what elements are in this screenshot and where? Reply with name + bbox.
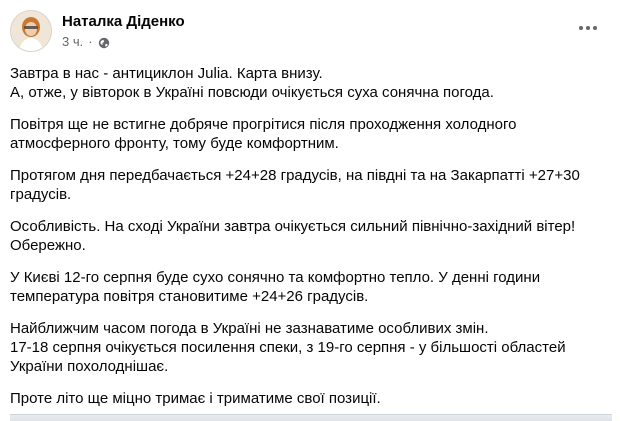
post-paragraph: Проте літо ще міцно тримає і триматиме свої позиції.: [10, 390, 381, 407]
post-subline: [62, 33, 185, 50]
post-paragraph: У Києві 12-го серпня буде сухо сонячно та комфортно тепло. У денні години температура повітря становитиме +24+26 градусів.: [10, 269, 541, 305]
globe-icon: [98, 36, 110, 48]
post-paragraph: Завтра в нас - антициклон Julia. Карта внизу. А, отже, у вівторок в Україні повсюди очікується суха сонячна погода.: [10, 65, 494, 101]
avatar[interactable]: [10, 10, 52, 52]
post-paragraph: Протягом дня передбачається +24+28 градусів, на півдні та на Закарпатті +27+30 градусів.: [10, 167, 580, 203]
post-meta: [62, 12, 185, 50]
post-paragraph: Найближчим часом погода в Україні не зазнаватиме особливих змін. 17-18 серпня очікується посилення спеки, з 19-го серпня - у більшості областей України похолоднішає.: [10, 320, 566, 375]
post-paragraph: Повітря ще не встигне добряче прогрітися після проходження холодного атмосферного фронту, тому буде комфортним.: [10, 116, 517, 152]
avatar-image: [11, 11, 51, 51]
author-name[interactable]: Наталка Діденко: [62, 13, 185, 30]
post-header: [10, 9, 185, 53]
separator-dot: ·: [88, 34, 93, 49]
post-time[interactable]: 3 ч.: [62, 34, 84, 49]
post-text: [10, 64, 610, 421]
post-image-edge[interactable]: [10, 414, 612, 421]
more-horizontal-icon: [578, 25, 598, 31]
more-options-button[interactable]: [570, 16, 606, 40]
post-paragraph: Особливість. На сході України завтра очікується сильний північно-західний вітер! Обережно.: [10, 218, 576, 254]
